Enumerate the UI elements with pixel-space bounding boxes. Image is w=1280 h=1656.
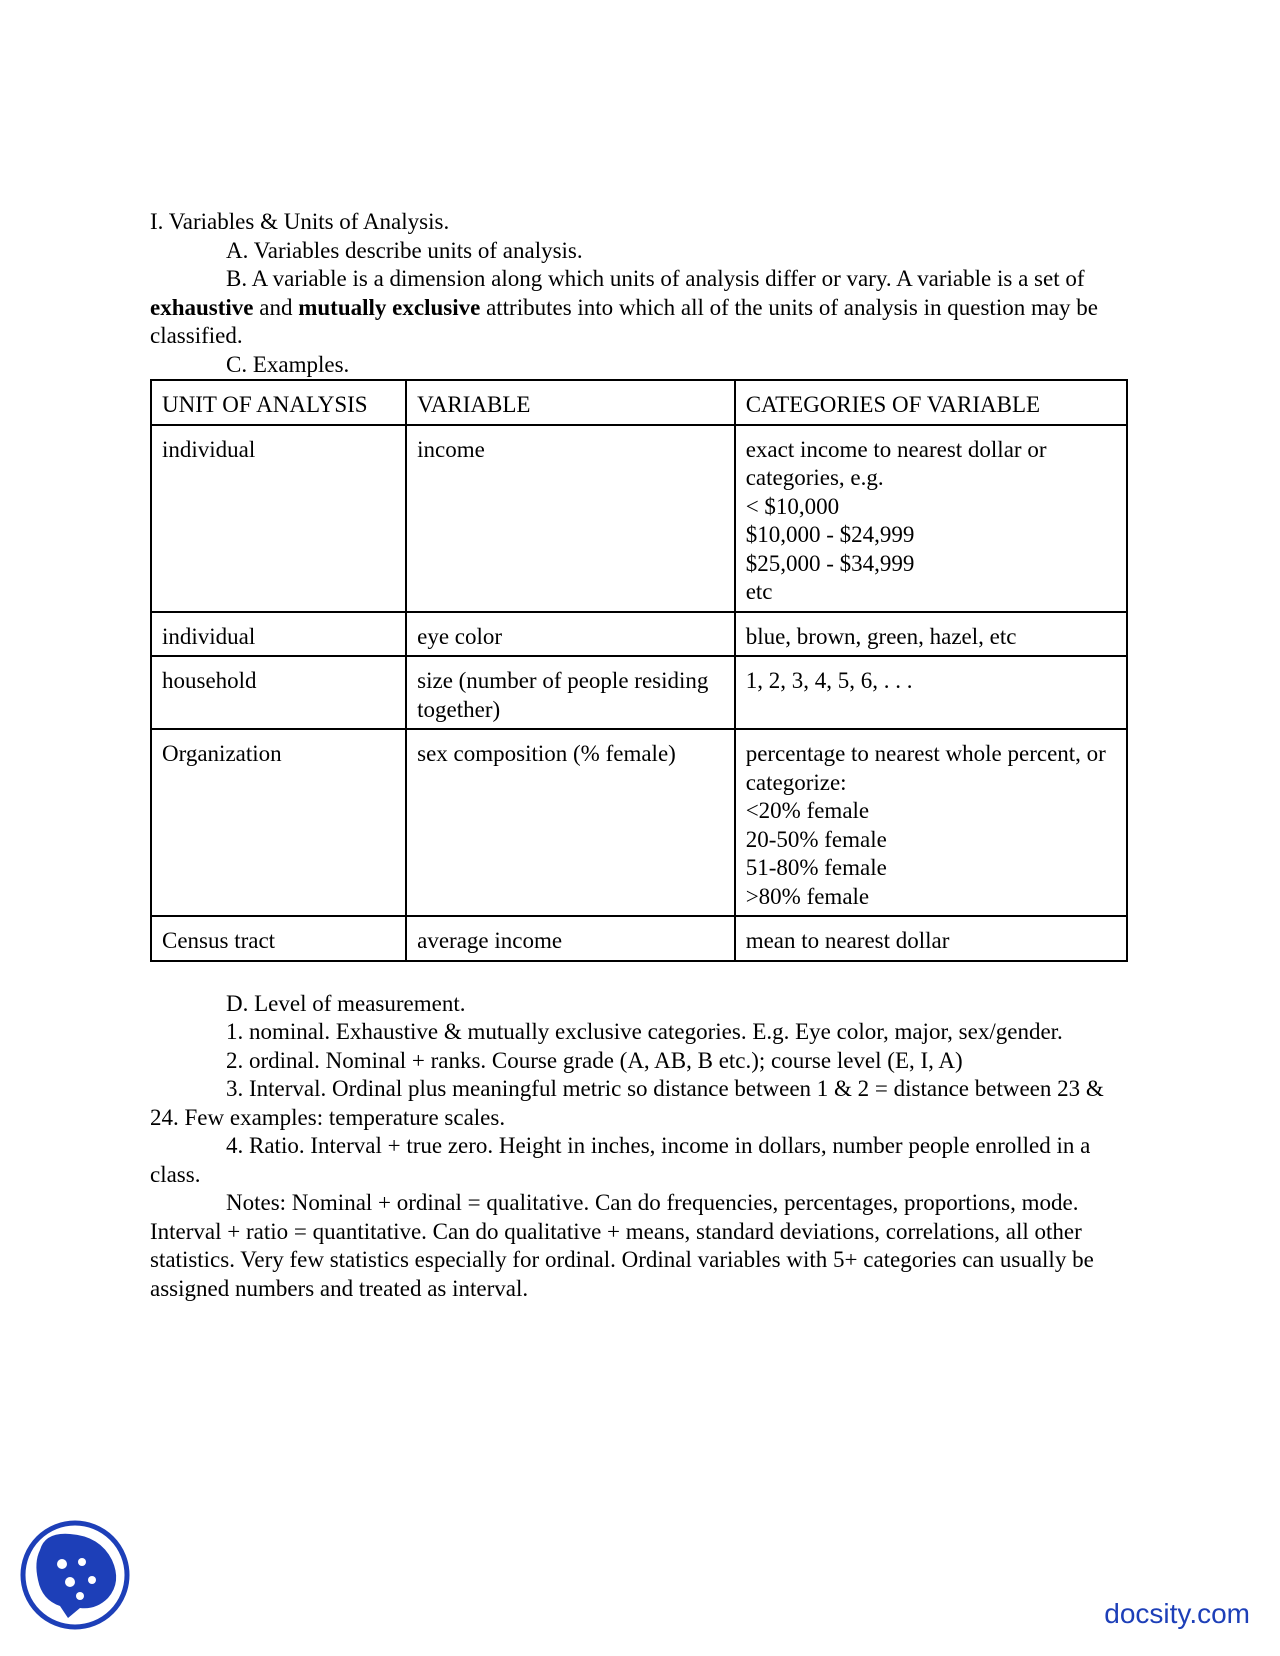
- cell-unit: individual: [151, 425, 406, 612]
- table-row: [151, 612, 1127, 657]
- category-line: blue, brown, green, hazel, etc: [745, 623, 1017, 649]
- level-interval: 3. Interval. Ordinal plus meaningful metric so distance between 1 & 2 = distance between 23 & 24. Few examples: temperature scales.: [150, 1076, 1104, 1130]
- category-line: 20-50% female: [745, 826, 887, 852]
- item-b: [150, 265, 1128, 351]
- category-line: >80% female: [745, 883, 870, 909]
- header-variable: VARIABLE: [406, 380, 735, 425]
- category-line: 51-80% female: [745, 855, 887, 880]
- section-heading: I. Variables & Units of Analysis.: [150, 209, 450, 234]
- docsity-brand-link[interactable]: docsity.com: [1104, 1598, 1250, 1629]
- level-nominal: 1. nominal. Exhaustive & mutually exclusive categories. E.g. Eye color, major, sex/gender.: [226, 1019, 1063, 1044]
- cell-categories: [735, 612, 1127, 657]
- level-ratio: 4. Ratio. Interval + true zero. Height in inches, income in dollars, number people enrolled in a class.: [150, 1133, 1091, 1187]
- cell-categories: [735, 425, 1127, 612]
- cell-categories: [735, 656, 1127, 729]
- cell-unit: individual: [151, 612, 406, 657]
- item-c: C. Examples.: [226, 351, 350, 377]
- item-b-bold-exhaustive: exhaustive: [150, 294, 254, 320]
- table-row: [151, 656, 1127, 729]
- cell-categories: [735, 916, 1127, 961]
- document-body: [150, 208, 1128, 1303]
- cell-variable: sex composition (% female): [406, 729, 735, 916]
- table-row: [151, 916, 1127, 961]
- level-ordinal: 2. ordinal. Nominal + ranks. Course grade (A, AB, B etc.); course level (E, I, A): [226, 1047, 963, 1073]
- item-b-bold-mutually-exclusive: mutually exclusive: [298, 294, 481, 320]
- notes-paragraph: Notes: Nominal + ordinal = qualitative. Can do frequencies, percentages, proportions, mode. Interval + ratio = quantitative. Can do qualitative + means, standard deviations, correlations, all other statistics. Very few statistics especially for ordinal. Ordinal variables with 5+ categories can usually be assigned numbers and treated as interval.: [150, 1190, 1094, 1301]
- item-b-text-1: B. A variable is a dimension along which units of analysis differ or vary. A variable is a set of: [226, 266, 1085, 291]
- docsity-logo-icon[interactable]: [20, 1520, 130, 1630]
- examples-table: [150, 379, 1128, 962]
- header-categories: CATEGORIES OF VARIABLE: [735, 380, 1127, 425]
- table-row: [151, 425, 1127, 612]
- category-line: 1, 2, 3, 4, 5, 6, . . .: [745, 668, 913, 693]
- category-line: exact income to nearest dollar or categories, e.g.: [745, 436, 1047, 490]
- category-line: $25,000 - $34,999: [745, 550, 915, 576]
- cell-variable: income: [406, 425, 735, 612]
- category-line: etc: [745, 579, 773, 604]
- category-line: <20% female: [745, 798, 870, 823]
- item-a: A. Variables describe units of analysis.: [226, 237, 583, 263]
- cell-variable: eye color: [406, 612, 735, 657]
- cell-variable: average income: [406, 916, 735, 961]
- cell-unit: Census tract: [151, 916, 406, 961]
- category-line: mean to nearest dollar: [745, 928, 950, 953]
- category-line: $10,000 - $24,999: [745, 522, 915, 547]
- table-header-row: [151, 380, 1127, 425]
- item-b-text-3: attributes into which all of the units of analysis in question may be classified.: [150, 294, 1099, 348]
- item-b-text-2: and: [253, 294, 299, 320]
- cell-variable: size (number of people residing together): [406, 656, 735, 729]
- cell-categories: [735, 729, 1127, 916]
- category-line: percentage to nearest whole percent, or categorize:: [745, 741, 1106, 795]
- cell-unit: household: [151, 656, 406, 729]
- cell-unit: Organization: [151, 729, 406, 916]
- header-unit: UNIT OF ANALYSIS: [151, 380, 406, 425]
- item-d: D. Level of measurement.: [226, 990, 466, 1016]
- table-row: [151, 729, 1127, 916]
- category-line: < $10,000: [745, 493, 840, 519]
